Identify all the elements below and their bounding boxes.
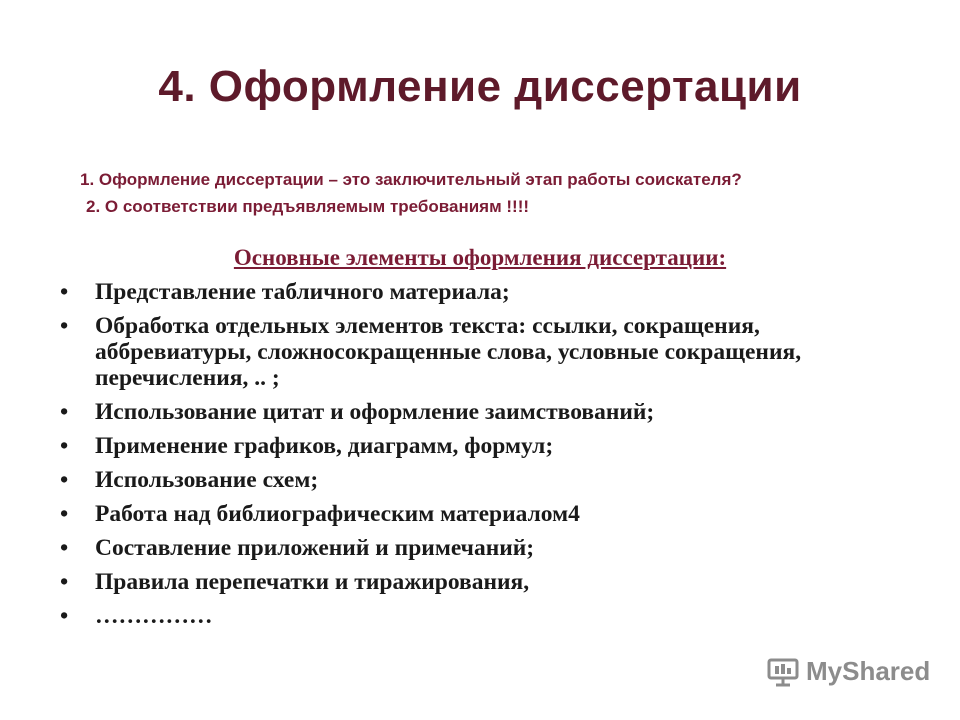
list-item [60, 399, 920, 425]
intro-line-1: 1. Оформление диссертации – это заключительный этап работы соискателя? [80, 170, 742, 189]
list-item [60, 569, 920, 595]
list-item-text: Использование схем; [95, 467, 319, 493]
watermark-text: MyShared [806, 656, 931, 686]
list-item [60, 501, 920, 527]
slide-title: 4. Оформление диссертации [158, 62, 802, 111]
list-item-text: Представление табличного материала; [95, 279, 510, 305]
bullet-dot: • [60, 399, 69, 425]
list-item-text: …………… [95, 603, 213, 629]
list-item-text: Использование цитат и оформление заимствований; [95, 399, 655, 425]
myshared-watermark [766, 656, 930, 687]
list-item [60, 433, 920, 459]
list-item-text: Применение графиков, диаграмм, формул; [95, 433, 554, 459]
bullet-dot: • [60, 279, 69, 305]
list-item [60, 279, 920, 305]
list-item [60, 603, 920, 629]
intro-line-2: 2. О соответствии предъявляемым требованиям !!!! [86, 197, 530, 216]
bullet-dot: • [60, 433, 69, 459]
list-item-text: Обработка отдельных элементов текста: ссылки, сокращения, аббревиатуры, сложносокращенные слова, условные сокращения, перечисления, .. ; [95, 313, 802, 391]
list-item [60, 313, 920, 391]
bullet-dot: • [60, 603, 69, 629]
bullet-list [60, 279, 920, 637]
bullet-dot: • [60, 313, 69, 339]
list-item-text: Работа над библиографическим материалом4 [95, 501, 580, 527]
list-item [60, 535, 920, 561]
bullet-dot: • [60, 501, 69, 527]
list-item [60, 467, 920, 493]
list-item-text: Составление приложений и примечаний; [95, 535, 535, 561]
list-item-text: Правила перепечатки и тиражирования, [95, 569, 530, 595]
bullet-dot: • [60, 467, 69, 493]
section-subheading: Основные элементы оформления диссертации: [233, 245, 727, 270]
bullet-dot: • [60, 569, 69, 595]
bullet-dot: • [60, 535, 69, 561]
presentation-board-icon [766, 657, 800, 687]
